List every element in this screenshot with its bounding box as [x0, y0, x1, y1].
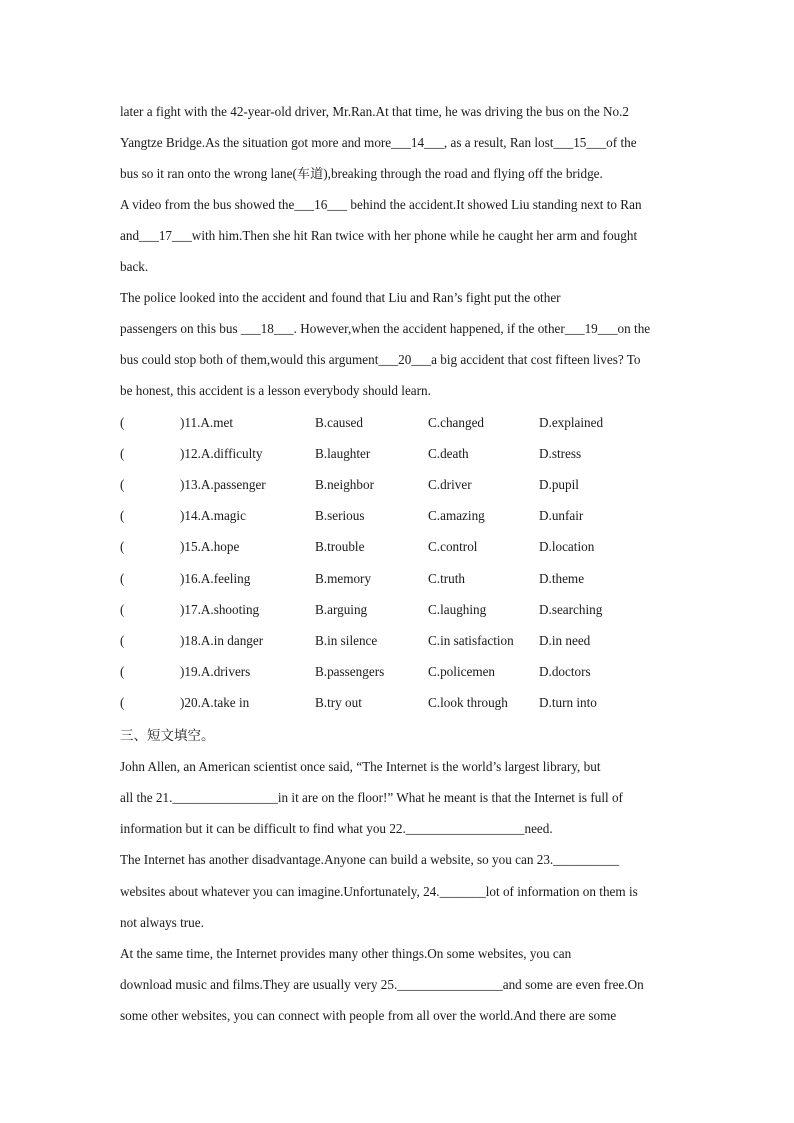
- option-row: [120, 694, 680, 712]
- option-c: C.driver: [428, 477, 472, 492]
- option-b: B.passengers: [315, 664, 385, 679]
- option-d: D.in need: [539, 633, 591, 648]
- option-row: [120, 570, 680, 588]
- answer-paren: (: [120, 508, 125, 523]
- answer-paren: (: [120, 602, 125, 617]
- section3-line-4: The Internet has another disadvantage.Anyone can build a website, so you can 23.__________: [120, 852, 620, 867]
- option-b: B.arguing: [315, 602, 368, 617]
- option-d: D.location: [539, 539, 595, 554]
- option-a: )12.A.difficulty: [180, 446, 263, 461]
- passage-line-3: bus so it ran onto the wrong lane(车道),breaking through the road and flying off the bridge.: [120, 166, 603, 181]
- option-c: C.amazing: [428, 508, 485, 523]
- option-a: )20.A.take in: [180, 695, 250, 710]
- section3-line-2: all the 21.________________in it are on the floor!” What he meant is that the Internet is full of: [120, 790, 623, 805]
- passage-line-2: Yangtze Bridge.As the situation got more and more___14___, as a result, Ran lost___15___of the: [120, 135, 637, 150]
- section3-line-7: At the same time, the Internet provides many other things.On some websites, you can: [120, 946, 572, 961]
- passage-line-1: later a fight with the 42-year-old driver, Mr.Ran.At that time, he was driving the bus on the No.2: [120, 104, 630, 119]
- option-d: D.pupil: [539, 477, 579, 492]
- option-c: C.laughing: [428, 602, 487, 617]
- option-d: D.searching: [539, 602, 603, 617]
- answer-paren: (: [120, 446, 125, 461]
- option-c: C.death: [428, 446, 469, 461]
- option-c: C.in satisfaction: [428, 633, 514, 648]
- section3-line-5: websites about whatever you can imagine.Unfortunately, 24._______lot of information on them is: [120, 884, 638, 899]
- option-a: )13.A.passenger: [180, 477, 266, 492]
- option-row: [120, 476, 680, 494]
- option-c: C.control: [428, 539, 478, 554]
- answer-paren: (: [120, 571, 125, 586]
- answer-paren: (: [120, 539, 125, 554]
- option-row: [120, 507, 680, 525]
- option-row: [120, 663, 680, 681]
- option-d: D.unfair: [539, 508, 584, 523]
- section3-line-8: download music and films.They are usually very 25.________________and some are even free.On: [120, 977, 644, 992]
- option-b: B.trouble: [315, 539, 365, 554]
- option-a: )14.A.magic: [180, 508, 246, 523]
- passage-line-9: bus could stop both of them,would this argument___20___a big accident that cost fifteen lives? To: [120, 352, 641, 367]
- section3-line-3: information but it can be difficult to find what you 22.__________________need.: [120, 821, 553, 836]
- option-d: D.doctors: [539, 664, 591, 679]
- option-d: D.turn into: [539, 695, 597, 710]
- option-a: )17.A.shooting: [180, 602, 260, 617]
- option-b: B.laughter: [315, 446, 371, 461]
- option-a: )15.A.hope: [180, 539, 240, 554]
- section3-line-6: not always true.: [120, 915, 204, 930]
- option-row: [120, 538, 680, 556]
- option-b: B.memory: [315, 571, 372, 586]
- passage-line-5: and___17___with him.Then she hit Ran twice with her phone while he caught her arm and fought: [120, 228, 638, 243]
- passage-line-4: A video from the bus showed the___16___ behind the accident.It showed Liu standing next to Ran: [120, 197, 642, 212]
- option-c: C.policemen: [428, 664, 496, 679]
- answer-paren: (: [120, 664, 125, 679]
- option-a: )16.A.feeling: [180, 571, 251, 586]
- option-c: C.look through: [428, 695, 508, 710]
- answer-paren: (: [120, 695, 125, 710]
- answer-paren: (: [120, 477, 125, 492]
- option-a: )18.A.in danger: [180, 633, 264, 648]
- option-b: B.neighbor: [315, 477, 374, 492]
- passage-line-8: passengers on this bus ___18___. However,when the accident happened, if the other___19___on the: [120, 321, 651, 336]
- passage-line-7: The police looked into the accident and found that Liu and Ran’s fight put the other: [120, 290, 561, 305]
- option-b: B.caused: [315, 415, 363, 430]
- option-row: [120, 414, 680, 432]
- section3-line-1: John Allen, an American scientist once said, “The Internet is the world’s largest library, but: [120, 759, 601, 774]
- option-row: [120, 445, 680, 463]
- section-heading: 三、短文填空。: [120, 728, 215, 744]
- option-b: B.in silence: [315, 633, 378, 648]
- option-row: [120, 632, 680, 650]
- option-d: D.theme: [539, 571, 585, 586]
- option-d: D.stress: [539, 446, 582, 461]
- option-c: C.truth: [428, 571, 465, 586]
- option-c: C.changed: [428, 415, 485, 430]
- answer-paren: (: [120, 633, 125, 648]
- option-a: )19.A.drivers: [180, 664, 251, 679]
- option-row: [120, 601, 680, 619]
- option-a: )11.A.met: [180, 415, 233, 430]
- option-b: B.serious: [315, 508, 365, 523]
- option-d: D.explained: [539, 415, 604, 430]
- passage-line-10: be honest, this accident is a lesson everybody should learn.: [120, 383, 431, 398]
- passage-line-6: back.: [120, 259, 149, 274]
- answer-paren: (: [120, 415, 125, 430]
- option-b: B.try out: [315, 695, 362, 710]
- section3-line-9: some other websites, you can connect with people from all over the world.And there are some: [120, 1008, 617, 1023]
